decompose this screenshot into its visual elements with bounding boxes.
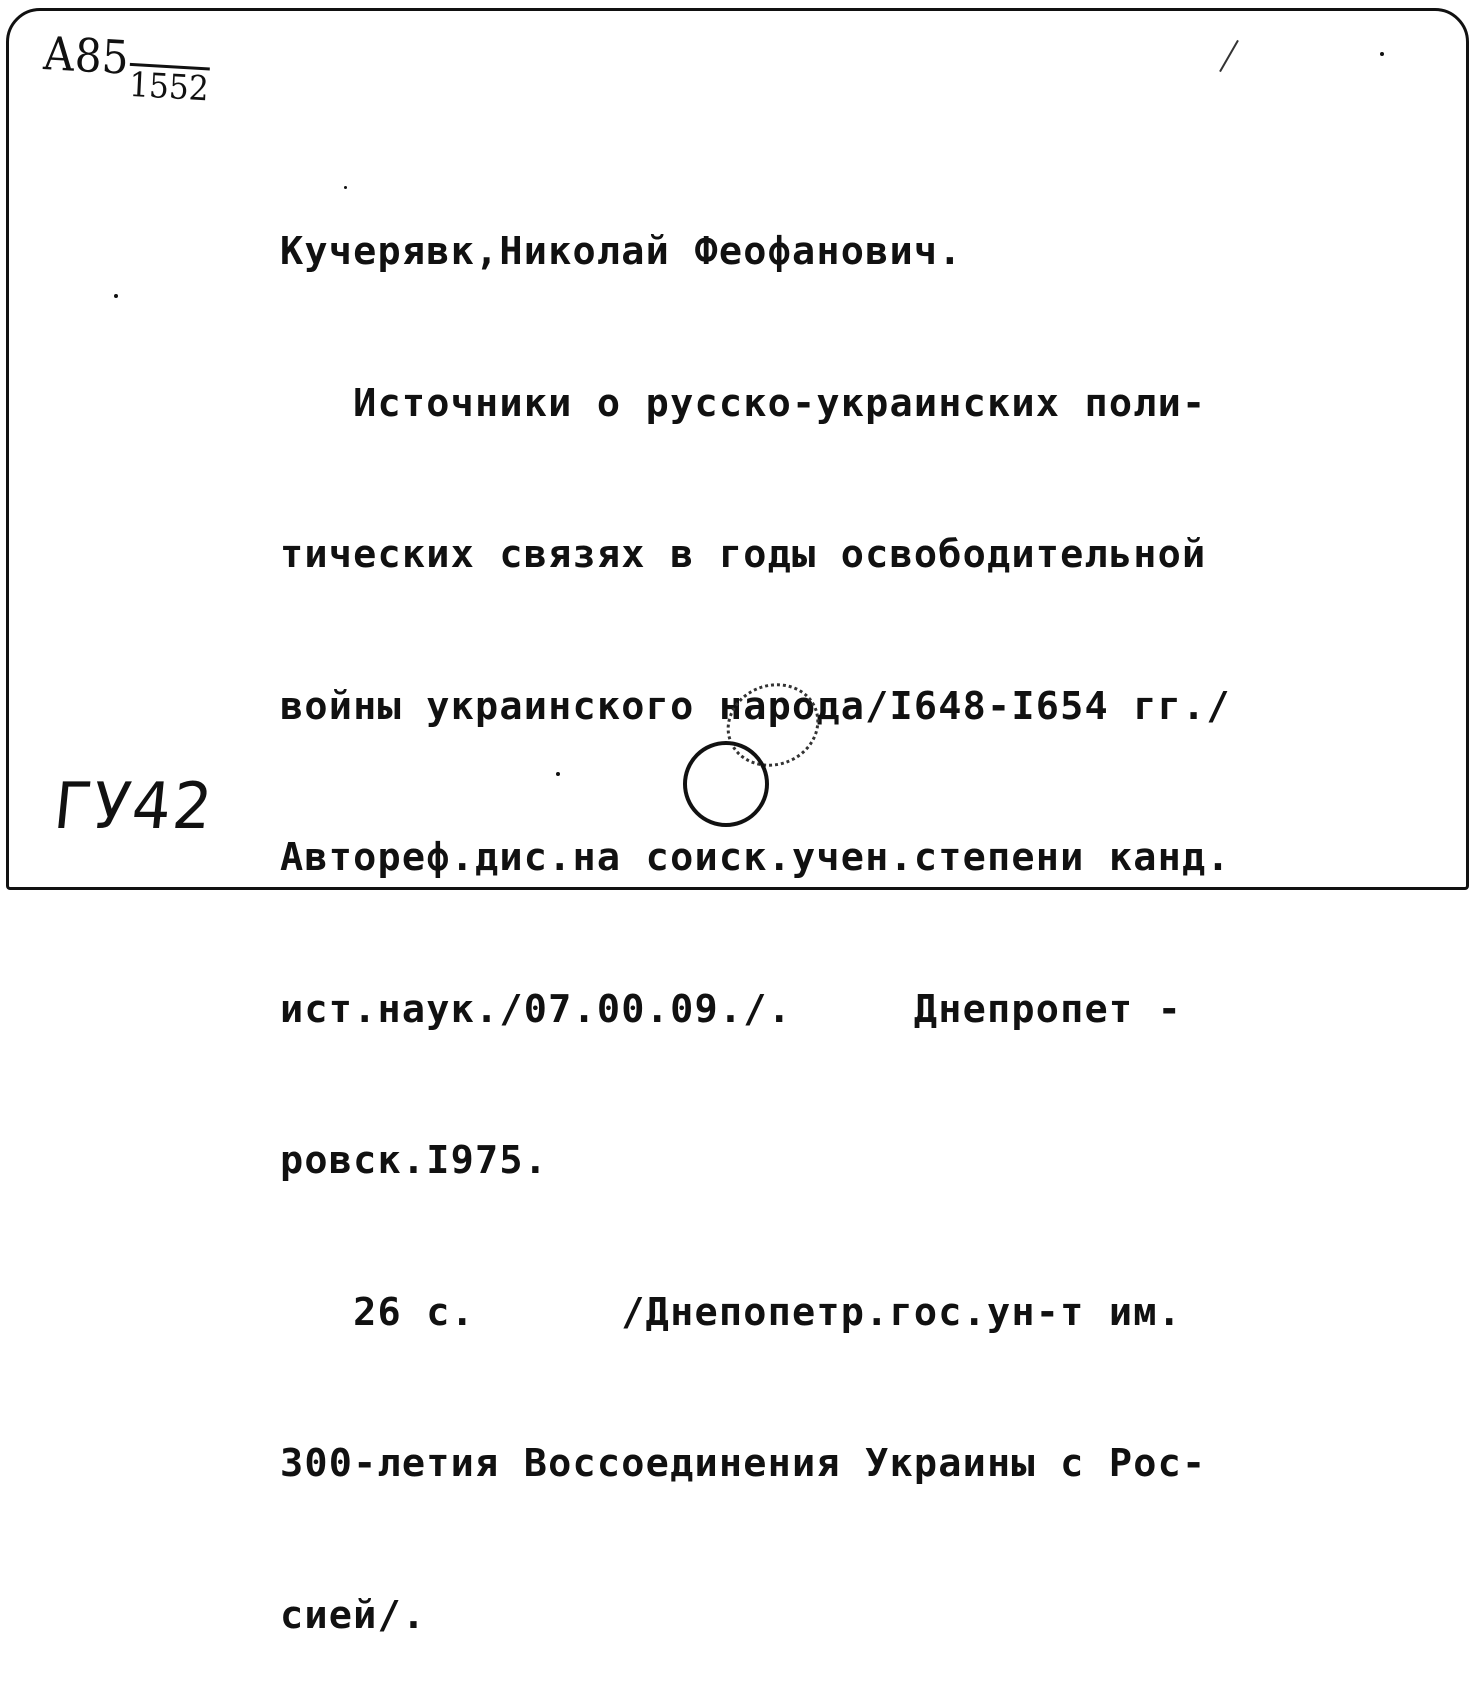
handwritten-code: ГУ42 — [50, 770, 218, 844]
entry-line: Автореф.дис.на соиск.учен.степени канд. — [280, 835, 1231, 880]
shelf-mark-main: А85 — [41, 26, 130, 85]
shelf-mark-sub: 1552 — [128, 64, 210, 110]
entry-line: 26 с. /Днепопетр.гос.ун-т им. — [280, 1289, 1183, 1335]
card-punch-hole — [683, 741, 769, 827]
ink-speck — [1380, 52, 1384, 56]
entry-line: ист.наук./07.00.09./. Днепропет - — [280, 986, 1183, 1032]
entry-line: войны украинского народа/I648-I654 гг./ — [280, 683, 1231, 729]
entry-line: ровск.I975. — [280, 1138, 549, 1183]
entry-line: сией/. — [280, 1592, 427, 1638]
entry-line: тических связях в годы освободительной — [280, 532, 1207, 577]
shelf-mark — [41, 26, 211, 110]
entry-line: 300-летия Воссоединения Украины с Рос- — [280, 1441, 1207, 1486]
entry-line: Источники о русско-украинских поли- — [280, 380, 1207, 426]
author-heading: Кучерявк,Николай Феофанович. — [280, 229, 963, 274]
ink-speck — [556, 772, 560, 776]
ink-speck — [344, 186, 347, 189]
ink-speck — [114, 294, 118, 298]
bibliographic-entry — [280, 126, 1231, 1692]
